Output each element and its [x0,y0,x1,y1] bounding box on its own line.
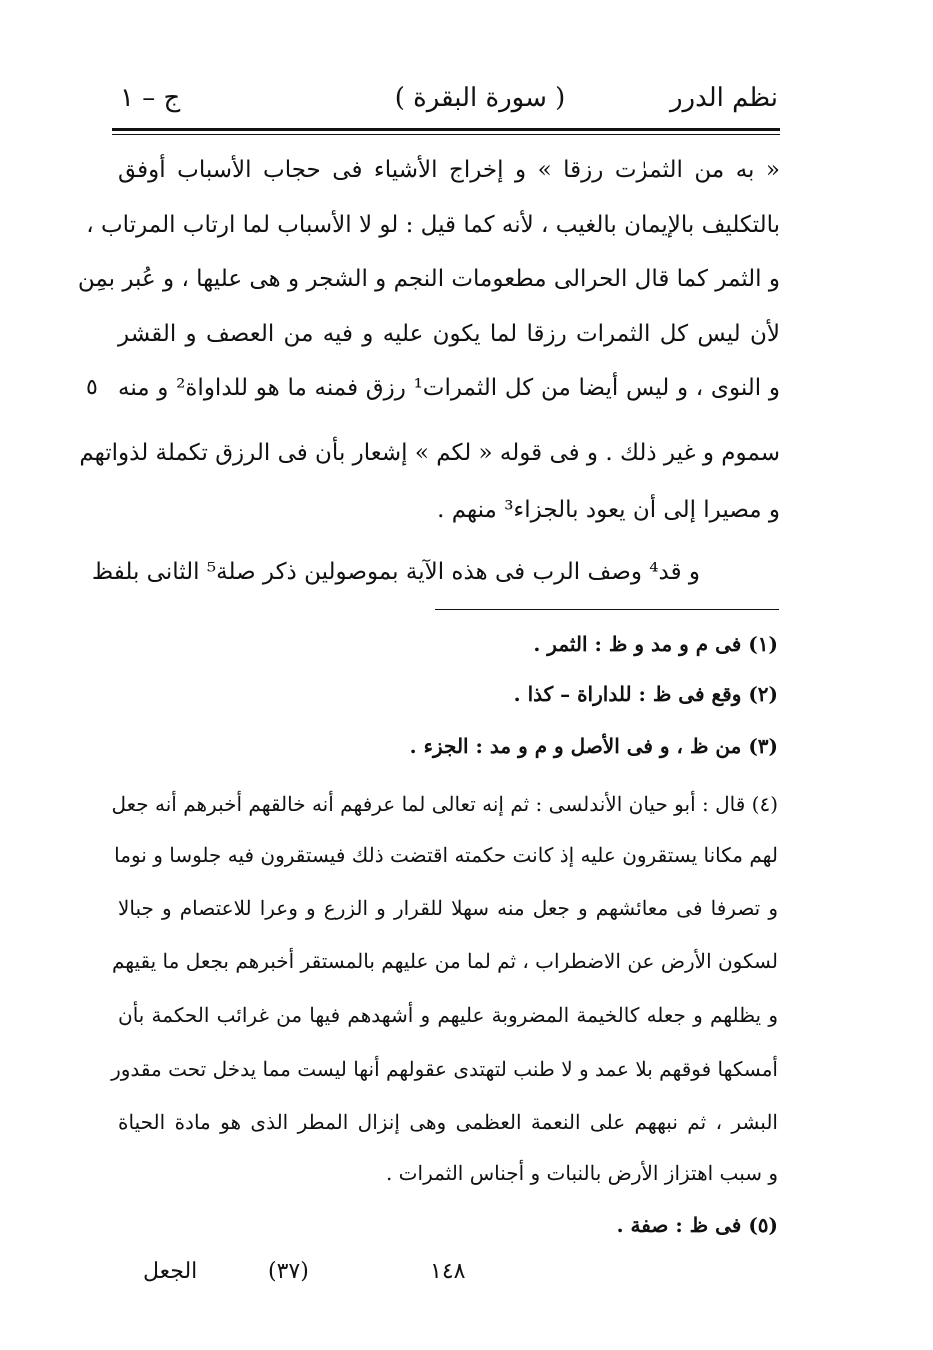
footnote-4-line-1: (٤) قال : أبو حيان الأندلسى : ثم إنه تعالى لما عرفهم أنه خالقهم أخبرهم أنه جعل [111,792,778,816]
body-line-5: و النوى ، و ليس أيضا من كل الثمرات¹ رزق فمنه ما هو للداواة² و منه [118,375,780,401]
surah-title: ( سورة البقرة ) [394,83,566,113]
footnote-rule [435,609,779,610]
signature-number: (٣٧) [268,1259,309,1284]
body-line-3: و الثمر كما قال الحرالى مطعومات النجم و الشجر و هى عليها ، و عُبر بمِن [77,266,780,292]
footnote-4-line-2: لهم مكانا يستقرون عليه إذ كانت حكمته اقتضت ذلك فيستقرون فيه جلوسا و نوما [114,843,778,867]
footnote-1: (١) فى م و مد و ظ : الثمر . [533,632,778,656]
body-line-4: لأن ليس كل الثمرات رزقا لما يكون عليه و فيه من العصف و القشر [118,321,780,347]
header-rule-thin [112,134,780,135]
body-line-7: و مصيرا إلى أن يعود بالجزاء³ منهم . [437,497,780,523]
book-title: نظم الدرر [669,83,778,113]
body-line-2: بالتكليف بالإيمان بالغيب ، لأنه كما قيل : لو لا الأسباب لما ارتاب المرتاب ، [86,212,780,238]
footnote-5: (٥) فى ظ : صفة . [616,1213,778,1237]
footnote-4-line-4: لسكون الأرض عن الاضطراب ، ثم لما من عليهم بالمستقر أخبرهم بجعل ما يقيهم [111,949,778,973]
footnote-4-line-6: أمسكها فوقهم بلا عمد و لا طنب لتهتدى عقولهم أنها ليست مما يدخل تحت مقدور [111,1057,778,1081]
page-number: ١٤٨ [430,1259,466,1284]
body-line-1: « به من الثمرٰت رزقا » و إخراج الأشياء فى حجاب الأسباب أوفق [118,157,780,183]
line-number-marker: ٥ [86,375,98,400]
footer-word: الجعل [143,1259,198,1284]
footnote-4-line-5: و يظلهم و جعله كالخيمة المضروبة عليهم و أشهدهم فيها من غرائب الحكمة بأن [118,1003,778,1027]
footnote-3: (٣) من ظ ، و فى الأصل و م و مد : الجزء . [409,734,778,758]
footnote-4-line-7: البشر ، ثم نبههم على النعمة العظمى وهى إنزال المطر الذى هو مادة الحياة [118,1110,778,1134]
body-line-6: سموم و غير ذلك . و فى قوله « لكم » إشعار بأن فى الرزق تكملة لذواتهم [79,440,780,466]
footnote-4-line-8: و سبب اهتزاز الأرض بالنبات و أجناس الثمرات . [385,1161,778,1185]
header-rule-thick [112,128,780,131]
footnote-4-line-3: و تصرفا فى معائشهم و جعل منه سهلا للقرار و الزرع و وعرا للاعتصام و جبالا [118,896,778,920]
volume-label: ج – ١ [120,83,181,113]
footnote-2: (٢) وقع فى ظ : للداراة – كذا . [513,682,778,706]
body-line-8: و قد⁴ وصف الرب فى هذه الآية بموصولين ذكر صلة⁵ الثانى بلفظ [91,559,700,585]
